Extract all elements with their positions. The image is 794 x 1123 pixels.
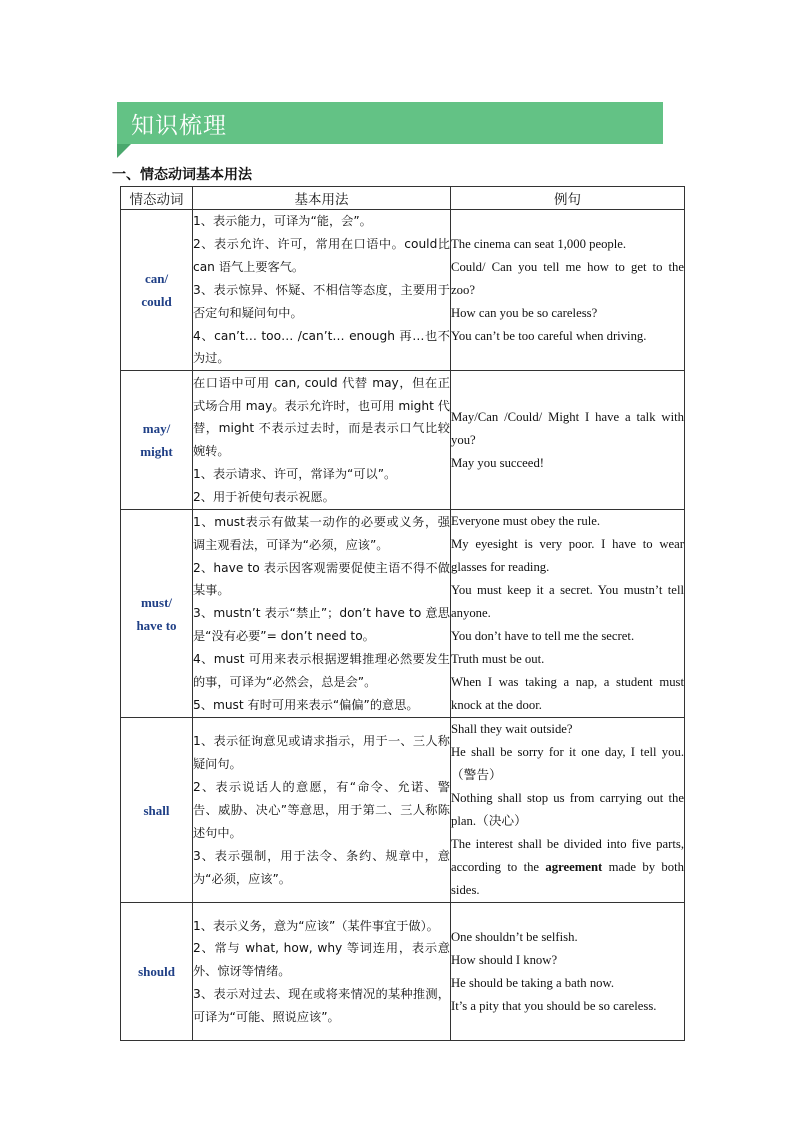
example-cell [451,510,685,718]
example-sentence: You can’t be too careful when driving. [451,328,647,343]
verb-cell [121,510,193,718]
usage-item: 4、can’t… too… /can’t… enough 再…也不为过。 [193,328,450,366]
banner-title: 知识梳理 [131,113,227,139]
example-sentence: My eyesight is very poor. I have to wear glasses for reading. [451,537,684,575]
example-sentence: The cinema can seat 1,000 people. [451,236,627,251]
verb-cell [121,718,193,903]
example-sentence-with-bold [451,833,684,902]
example-sentence: Could/ Can you tell me how to get to the zoo? [451,259,684,297]
example-sentence: Nothing shall stop us from carrying out the plan.（决心） [451,791,684,829]
example-sentence: May/Can /Could/ Might I have a talk with you? [451,409,684,447]
example-bold-word: agreement [545,860,603,875]
usage-item: 1、表示征询意见或请求指示，用于一、三人称疑问句。 [193,734,450,772]
example-sentence: He shall be sorry for it one day, I tell you.（警告） [451,745,684,783]
usage-item: 3、表示强制，用于法令、条约、规章中，意为“必须，应该”。 [193,848,450,886]
example-text-before: The interest shall be divided into five parts, according to the [451,837,684,875]
usage-cell [193,510,451,718]
table-header-row [121,187,685,210]
example-sentence: When I was taking a nap, a student must knock at the door. [451,675,684,713]
usage-cell [193,371,451,510]
usage-item: 1、must表示有做某一动作的必要或义务，强调主观看法，可译为“必须，应该”。 [193,514,450,552]
usage-cell [193,718,451,903]
section-banner [117,102,663,144]
banner-fold-decoration [117,144,131,158]
verb-label: may/ [142,421,171,437]
header-example: 例句 [451,187,685,210]
usage-item: 4、must 可用来表示根据逻辑推理必然要发生的事，可译为“必然会，总是会”。 [193,652,450,690]
example-sentence: How should I know? [451,952,558,967]
usage-item: 2、表示说话人的意愿，有“命令、允诺、警告、威胁、决心”等意思，用于第二、三人称陈述句中。 [193,779,450,840]
usage-item: 1、表示义务，意为“应该”（某件事宜于做）。 [193,918,439,933]
usage-item: 2、have to 表示因客观需要促使主语不得不做某事。 [193,560,450,598]
example-cell [451,371,685,510]
usage-item: 在口语中可用 can, could 代替 may，但在正式场合用 may。表示允许时，也可用 might 代替，might 不表示过去时，而是表示口气比较婉转。 [193,375,450,459]
example-cell [451,210,685,371]
example-sentence: Truth must be out. [451,652,545,667]
table-row [121,210,685,371]
verb-label: might [140,444,173,460]
usage-cell [193,903,451,1041]
usage-cell [193,210,451,371]
section-heading: 一、情态动词基本用法 [112,167,252,183]
example-cell [451,718,685,903]
usage-item: 2、表示允许、许可，常用在口语中。could比 can 语气上要客气。 [193,236,450,274]
verb-label: can/ [144,271,169,287]
example-sentence: Shall they wait outside? [451,722,573,737]
verb-cell [121,210,193,371]
verb-label: should [138,964,175,980]
verb-label: shall [143,802,170,818]
verb-label: must/ [140,594,173,610]
example-cell [451,903,685,1041]
usage-item: 2、常与 what, how, why 等词连用，表示意外、惊讶等情绪。 [193,941,450,979]
header-usage: 基本用法 [193,187,451,210]
example-sentence: One shouldn’t be selfish. [451,929,578,944]
modal-verbs-table [120,186,685,1041]
header-verb: 情态动词 [121,187,193,210]
usage-item: 3、表示对过去、现在或将来情况的某种推测，可译为“可能、照说应该”。 [193,987,450,1025]
usage-item: 5、must 有时可用来表示“偏偏”的意思。 [193,698,419,713]
usage-item: 3、mustn’t 表示“禁止”；don’t have to 意思是“没有必要”= don’t need to。 [193,606,450,644]
verb-cell [121,371,193,510]
example-sentence: You don’t have to tell me the secret. [451,629,635,644]
verb-label: could [141,294,172,310]
example-sentence: How can you be so careless? [451,305,598,320]
usage-item: 1、表示能力，可译为“能，会”。 [193,214,372,228]
example-sentence: It’s a pity that you should be so careless. [451,998,657,1013]
table-row [121,903,685,1041]
usage-item: 1、表示请求、许可，常译为“可以”。 [193,467,397,482]
verb-cell [121,903,193,1041]
table-row [121,718,685,903]
example-sentence: Everyone must obey the rule. [451,514,601,529]
example-text-after: made by both sides. [451,860,684,898]
usage-item: 3、表示惊异、怀疑、不相信等态度，主要用于否定句和疑问句中。 [193,282,450,320]
table-row [121,371,685,510]
example-sentence: He should be taking a bath now. [451,975,615,990]
table-row [121,510,685,718]
usage-item: 2、用于祈使句表示祝愿。 [193,490,335,505]
example-sentence: May you succeed! [451,455,545,470]
example-sentence: You must keep it a secret. You mustn’t tell anyone. [451,583,684,621]
verb-label: have to [136,617,177,633]
